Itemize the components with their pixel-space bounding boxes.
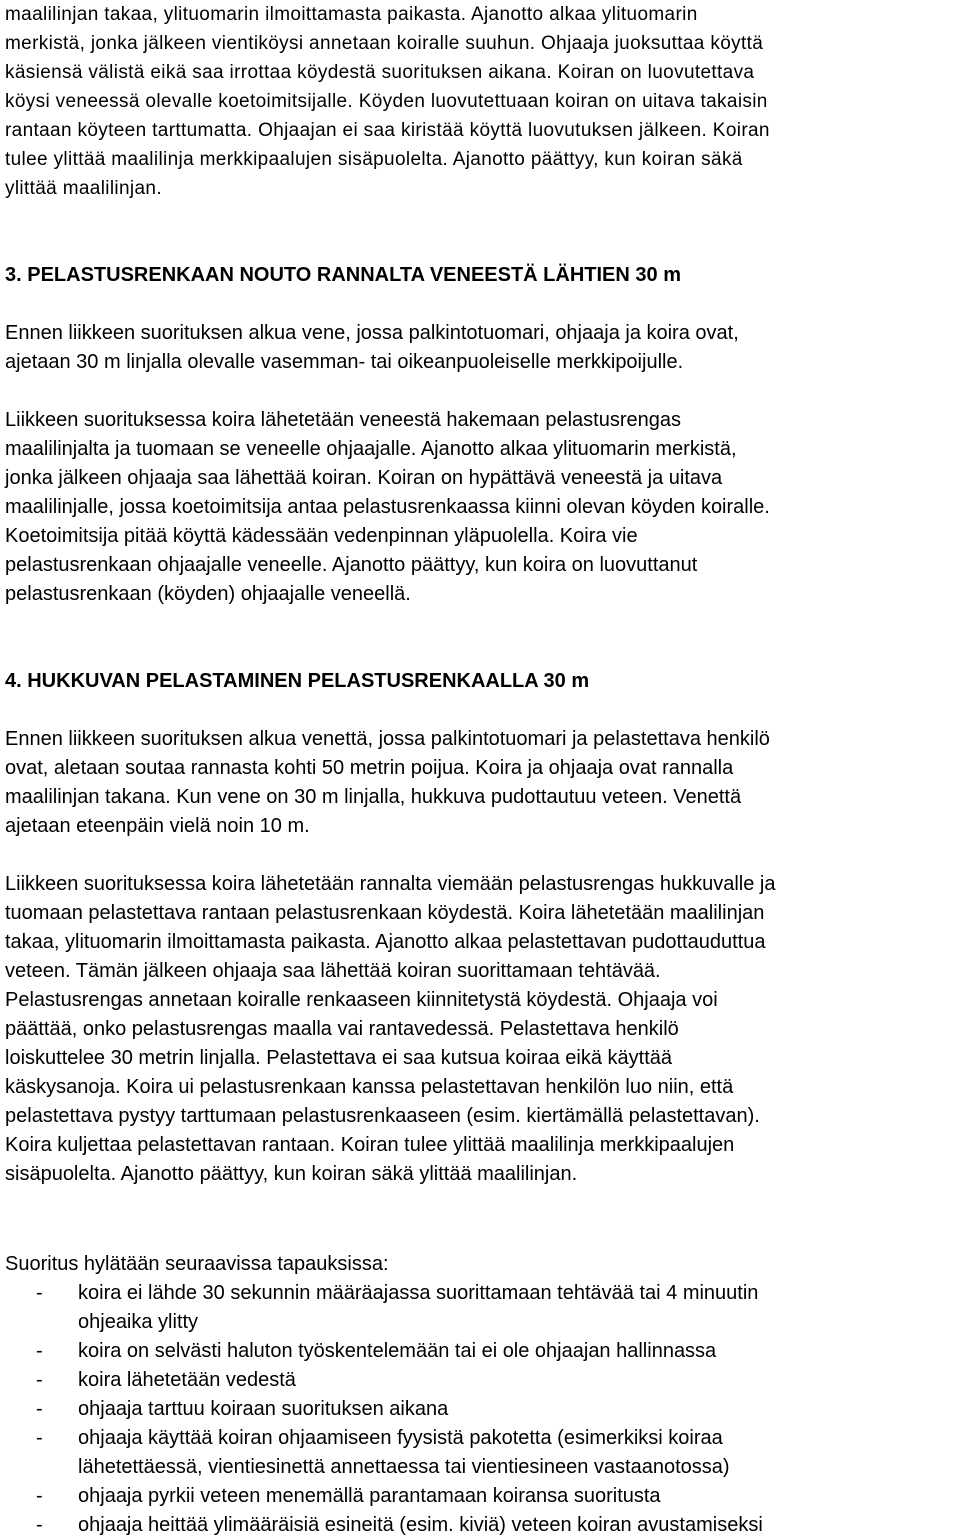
- section-3-paragraph-1: Ennen liikkeen suorituksen alkua vene, jossa palkintotuomari, ohjaaja ja koira ovat, ajetaan 30 m linjalla olevalle vasemman- tai oikeanpuoleiselle merkkipoijulle.: [5, 322, 739, 373]
- list-item-text: koira ei lähde 30 sekunnin määräajassa suorittamaan tehtävää tai 4 minuutin ohjeaika ylitty: [78, 1282, 759, 1333]
- spacer: [5, 841, 957, 870]
- bullet-dash: -: [36, 1369, 43, 1391]
- spacer: [5, 609, 957, 667]
- bullet-dash: -: [36, 1485, 43, 1507]
- list-item: [5, 1279, 957, 1337]
- list-item: [5, 1337, 957, 1366]
- bullet-dash: -: [36, 1282, 43, 1304]
- bullet-dash: -: [36, 1514, 43, 1536]
- list-item: [5, 1424, 957, 1482]
- list-item: [5, 1366, 957, 1395]
- list-item: [5, 1482, 957, 1511]
- disqualification-list: [5, 1279, 957, 1540]
- section-4-paragraph-2: Liikkeen suorituksessa koira lähetetään rannalta viemään pelastusrengas hukkuvalle ja tuomaan pelastettava rantaan pelastusrenkaan köydestä. Koira lähetetään maalilinjan takaa, ylituomarin ilmoittamasta paikasta. Ajanotto alkaa pelastettavan pudottauduttua veteen. Tämän jälkeen ohjaaja saa lähettää koiran suorittamaan tehtävää. Pelastusrengas annetaan koiralle renkaaseen kiinnitetystä köydestä. Ohjaaja voi päättää, onko pelastusrengas maalla vai rantavedessä. Pelastettava henkilö loiskuttelee 30 metrin linjalla. Pelastettava ei saa kutsua koiraa eikä käyttää käskysanoja. Koira ui pelastusrenkaan kanssa pelastettavan henkilön luo niin, että pelastettava pystyy tarttumaan pelastusrenkaaseen (esim. kiertämällä pelastettavan). Koira kuljettaa pelastettavan rantaan. Koiran tulee ylittää maalilinja merkkipaalujen sisäpuolelta. Ajanotto päättyy, kun koiran säkä ylittää maalilinjan.: [5, 873, 776, 1185]
- list-item-text: koira lähetetään vedestä: [78, 1369, 296, 1391]
- list-item: [5, 1511, 957, 1540]
- section-3-paragraph-2: Liikkeen suorituksessa koira lähetetään veneestä hakemaan pelastusrengas maalilinjalta ja tuomaan se veneelle ohjaajalle. Ajanotto alkaa ylituomarin merkistä, jonka jälkeen ohjaaja saa lähettää koiran. Koiran on hypättävä veneestä ja uitava maalilinjalle, jossa koetoimitsija antaa pelastusrenkaassa kiinni olevan köyden koiralle. Koetoimitsija pitää köyttä kädessään vedenpinnan yläpuolella. Koira vie pelastusrenkaan ohjaajalle veneelle. Ajanotto päättyy, kun koira on luovuttanut pelastusrenkaan (köyden) ohjaajalle veneellä.: [5, 409, 770, 605]
- list-item: [5, 1395, 957, 1424]
- list-item-text: ohjaaja käyttää koiran ohjaamiseen fyysistä pakotetta (esimerkiksi koiraa lähetettäessä, vientiesinettä annettaessa tai vientiesineen vastaanotossa): [78, 1427, 730, 1478]
- intro-paragraph: maalilinjan takaa, ylituomarin ilmoittamasta paikasta. Ajanotto alkaa ylituomarin merkistä, jonka jälkeen vientiköysi annetaan koiralle suuhun. Ohjaaja juoksuttaa köyttä käsiensä välistä eikä saa irrottaa köydestä suorituksen aikana. Koiran on luovutettava köysi veneessä olevalle koetoimitsijalle. Köyden luovutettuaan koiran on uitava takaisin rantaan köyteen tarttumatta. Ohjaajan ei saa kiristää köyttä luovutuksen jälkeen. Koiran tulee ylittää maalilinja merkkipaalujen sisäpuolelta. Ajanotto päättyy, kun koiran säkä ylittää maalilinjan.: [5, 4, 770, 199]
- list-item-text: ohjaaja pyrkii veteen menemällä parantamaan koiransa suoritusta: [78, 1485, 661, 1507]
- document-page: [5, 0, 957, 1540]
- bullet-dash: -: [36, 1398, 43, 1420]
- disqualification-intro: Suoritus hylätään seuraavissa tapauksissa:: [5, 1253, 389, 1275]
- spacer: [5, 203, 957, 261]
- list-item-text: ohjaaja heittää ylimääräisiä esineitä (esim. kiviä) veteen koiran avustamiseksi: [78, 1514, 763, 1536]
- bullet-dash: -: [36, 1427, 43, 1449]
- section-3-heading: 3. PELASTUSRENKAAN NOUTO RANNALTA VENEESTÄ LÄHTIEN 30 m: [5, 264, 681, 286]
- list-item-text: koira on selvästi haluton työskentelemään tai ei ole ohjaajan hallinnassa: [78, 1340, 717, 1362]
- spacer: [5, 290, 957, 319]
- bullet-dash: -: [36, 1340, 43, 1362]
- section-4-paragraph-1: Ennen liikkeen suorituksen alkua venettä, jossa palkintotuomari ja pelastettava henkilö ovat, aletaan soutaa rannasta kohti 50 metrin poijua. Koira ja ohjaaja ovat rannalla maalilinjan takana. Kun vene on 30 m linjalla, hukkuva pudottautuu veteen. Venettä ajetaan eteenpäin vielä noin 10 m.: [5, 728, 770, 837]
- spacer: [5, 377, 957, 406]
- list-item-text: ohjaaja tarttuu koiraan suorituksen aikana: [78, 1398, 449, 1420]
- spacer: [5, 1189, 957, 1250]
- section-4-heading: 4. HUKKUVAN PELASTAMINEN PELASTUSRENKAALLA 30 m: [5, 670, 590, 692]
- spacer: [5, 696, 957, 725]
